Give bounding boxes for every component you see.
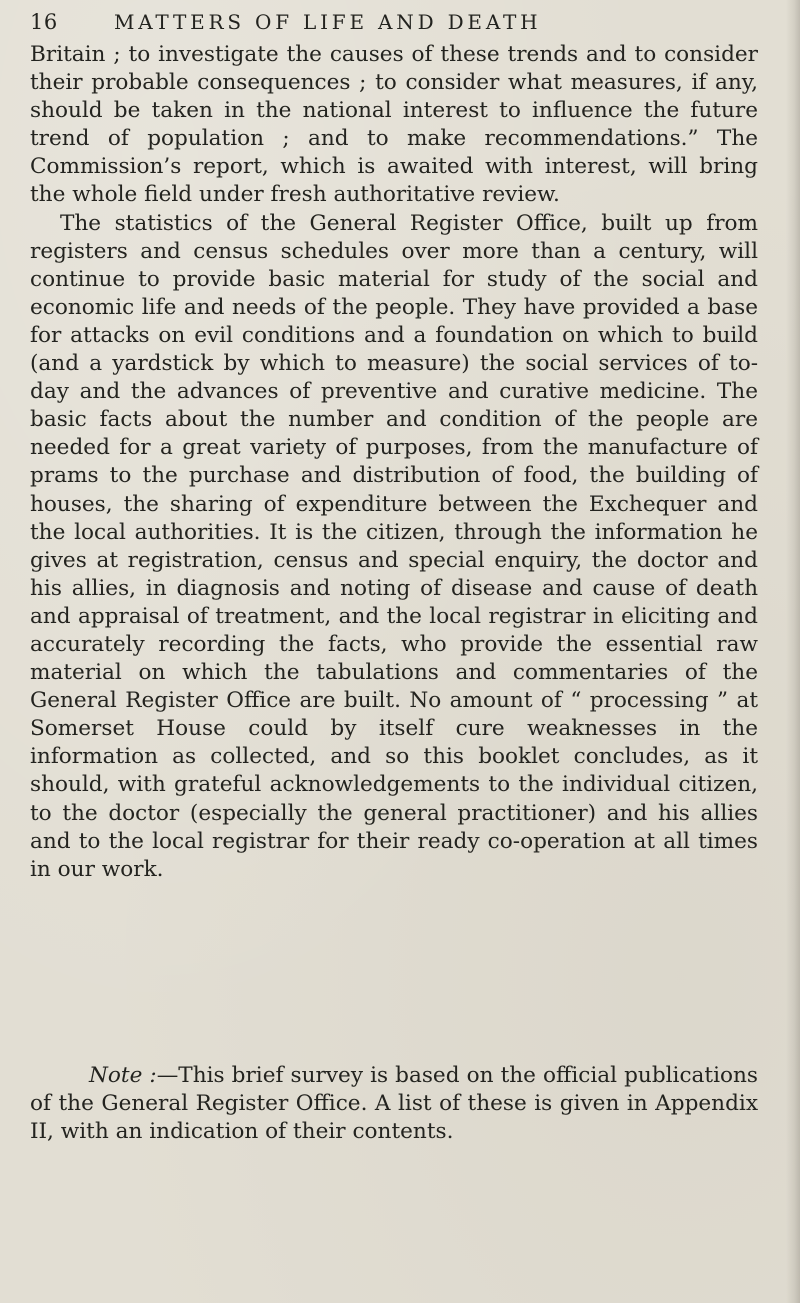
running-head: [30, 4, 750, 40]
page-edge-shadow: [786, 0, 800, 1303]
paragraph-continued: Britain ; to investigate the causes of these trends and to consider their probable consequences ; to consider what measures, if any, should be taken in the national interest to influence the future trend of population ; and to make recommendations.” The Commission’s report, which is awaited with interest, will bring the whole field under fresh authoritative review.: [30, 42, 758, 208]
paragraph-statistics: The statistics of the General Register Office, built up from registers and census schedules over more than a century, will continue to provide basic material for study of the social and economic life and needs of the people. They have provided a base for attacks on evil conditions and a foundation on which to build (and a yardstick by which to measure) the social services of to-day and the advances of preventive and curative medicine. The basic facts about the number and condition of the people are needed for a great variety of purposes, from the manufacture of prams to the purchase and distribution of food, the building of houses, the sharing of expenditure between the Exchequer and the local authorities. It is the citizen, through the information he gives at registration, census and special enquiry, the doctor and his allies, in diagnosis and noting of disease and cause of death and appraisal of treatment, and the local registrar in eliciting and accurately recording the facts, who provide the essential raw material on which the tabulations and commentaries of the General Register Office are built. No amount of “ processing ” at Somerset House could by itself cure weaknesses in the information as collected, and so this booklet concludes, as it should, with grateful acknowledgements to the individual citizen, to the doctor (especially the general practitioner) and his allies and to the local registrar for their ready co-operation at all times in our work.: [30, 210, 758, 882]
footnote: [30, 1062, 758, 1146]
note-text: —This brief survey is based on the official publications of the General Register Office. A list of these is given in Appendix II, with an indication of their contents.: [30, 1063, 758, 1145]
note-paragraph: [30, 1062, 758, 1146]
running-title: MATTERS OF LIFE AND DEATH: [114, 10, 542, 34]
body-text: [30, 41, 758, 884]
page-number: 16: [30, 10, 58, 34]
note-label: Note :: [89, 1063, 157, 1088]
